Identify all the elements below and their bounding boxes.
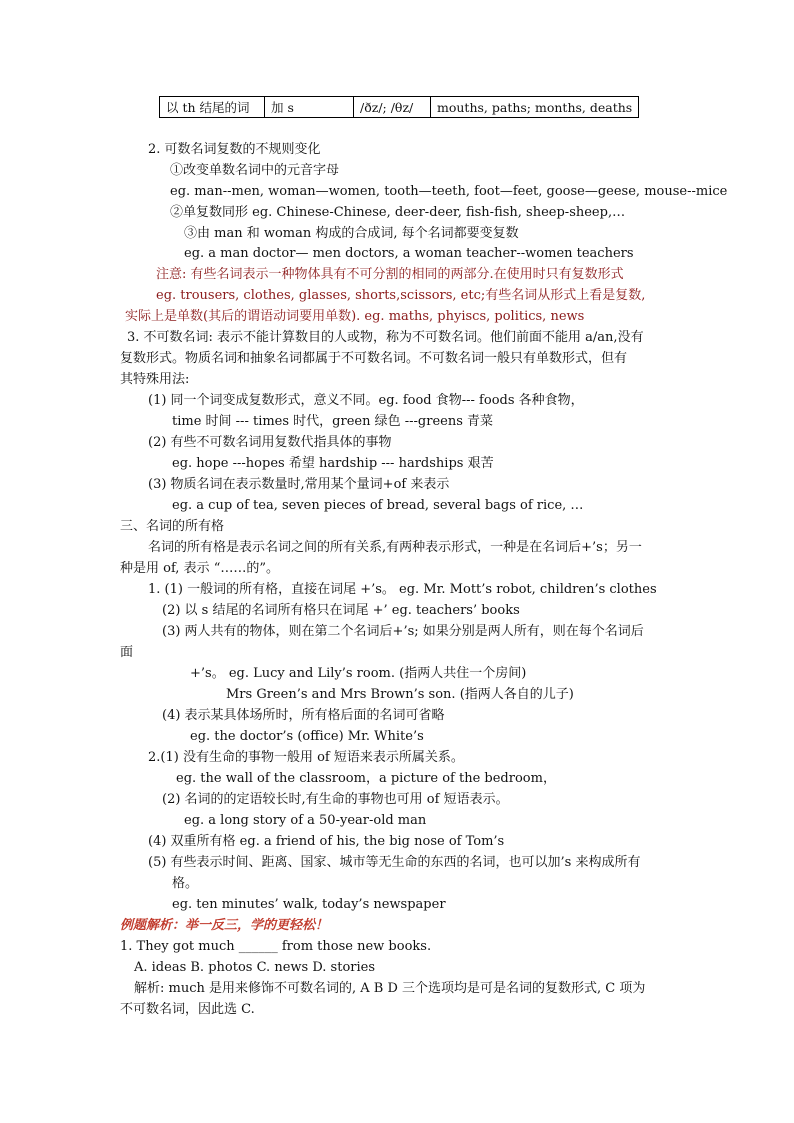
table-row: [160, 97, 639, 118]
text-line: (2) 名词的的定语较长时,有生命的事物也可用 of 短语表示。: [162, 792, 509, 807]
text-line: (4) 双重所有格 eg. a friend of his, the big nose of Tom’s: [148, 834, 505, 849]
text-line: 1. (1) 一般词的所有格，直接在词尾 +’s。 eg. Mr. Mott’s robot, children’s clothes: [148, 582, 657, 597]
text-line: 解析: much 是用来修饰不可数名词的, A B D 三个选项均是可是名词的复数形式, C 项为: [134, 981, 646, 996]
text-line: eg. a man doctor— men doctors, a woman teacher--women teachers: [184, 246, 634, 261]
table-cell: mouths, paths; months, deaths: [431, 97, 639, 118]
text-line: eg. ten minutes’ walk, today’s newspaper: [172, 897, 446, 912]
text-line: (1) 同一个词变成复数形式，意义不同。eg. food 食物--- foods 各种食物，: [148, 393, 584, 408]
text-line: 种是用 of, 表示 “……的”。: [120, 561, 279, 576]
text-line: 1. They got much ______ from those new books.: [120, 939, 432, 954]
text-line: (2) 以 s 结尾的名词所有格只在词尾 +’ eg. teachers’ books: [162, 603, 520, 618]
text-line: 2.(1) 没有生命的事物一般用 of 短语来表示所属关系。: [148, 750, 464, 765]
ending-table: [159, 96, 639, 118]
text-line: ①改变单数名词中的元音字母: [170, 163, 340, 178]
text-line: 2. 可数名词复数的不规则变化: [148, 142, 321, 157]
text-line: 实际上是单数(其后的谓语动词要用单数). eg. maths, phyiscs, politics, news: [125, 309, 585, 324]
text-line: (4) 表示某具体场所时，所有格后面的名词可省略: [162, 708, 445, 723]
text-line: ③由 man 和 woman 构成的合成词, 每个名词都要变复数: [184, 226, 519, 241]
text-line: 三、名词的所有格: [120, 519, 225, 534]
text-line: 名词的所有格是表示名词之间的所有关系,有两种表示形式，一种是在名词后+’s；另一: [148, 540, 642, 555]
table-cell: 以 th 结尾的词: [160, 97, 265, 118]
text-line: eg. trousers, clothes, glasses, shorts,scissors, etc;有些名词从形式上看是复数,: [156, 288, 646, 303]
text-line: ②单复数同形 eg. Chinese-Chinese, deer-deer, fish-fish, sheep-sheep,…: [170, 205, 626, 220]
text-line: eg. the doctor’s (office) Mr. White’s: [190, 729, 424, 744]
text-line: 复数形式。物质名词和抽象名词都属于不可数名词。不可数名词一般只有单数形式，但有: [120, 351, 628, 366]
text-line: 3. 不可数名词: 表示不能计算数目的人或物，称为不可数名词。他们前面不能用 a/an,没有: [127, 330, 644, 345]
table-cell: /ðz/; /θz/: [354, 97, 431, 118]
table-cell: 加 s: [265, 97, 354, 118]
text-line: (3) 物质名词在表示数量时,常用某个量词+of 来表示: [148, 477, 450, 492]
text-line: A. ideas B. photos C. news D. stories: [134, 960, 376, 975]
text-line: 不可数名词，因此选 C.: [120, 1002, 255, 1017]
text-line: 其特殊用法:: [120, 372, 190, 387]
text-line: 注意: 有些名词表示一种物体具有不可分割的相同的两部分.在使用时只有复数形式: [156, 267, 624, 282]
text-line: 面: [120, 645, 134, 660]
text-line: (3) 两人共有的物体，则在第二个名词后+’s; 如果分别是两人所有，则在每个名词后: [162, 624, 644, 639]
text-line: eg. hope ---hopes 希望 hardship --- hardships 艰苦: [172, 456, 494, 471]
text-line: eg. man--men, woman—women, tooth—teeth, foot—feet, goose—geese, mouse--mice: [170, 184, 728, 199]
text-line: +’s。 eg. Lucy and Lily’s room. (指两人共住一个房间): [190, 666, 527, 681]
text-line: (5) 有些表示时间、距离、国家、城市等无生命的东西的名词，也可以加’s 来构成所有: [148, 855, 641, 870]
text-line: time 时间 --- times 时代，green 绿色 ---greens 青菜: [172, 414, 494, 429]
text-line: (2) 有些不可数名词用复数代指具体的事物: [148, 435, 392, 450]
text-line: Mrs Green’s and Mrs Brown’s son. (指两人各自的儿子): [226, 687, 574, 702]
text-line: eg. a long story of a 50-year-old man: [184, 813, 427, 828]
text-line: 格。: [172, 876, 199, 891]
text-line: eg. a cup of tea, seven pieces of bread, several bags of rice, …: [172, 498, 584, 513]
text-line: 例题解析：举一反三，学的更轻松！: [120, 918, 329, 933]
text-line: eg. the wall of the classroom，a picture of the bedroom，: [176, 771, 556, 786]
